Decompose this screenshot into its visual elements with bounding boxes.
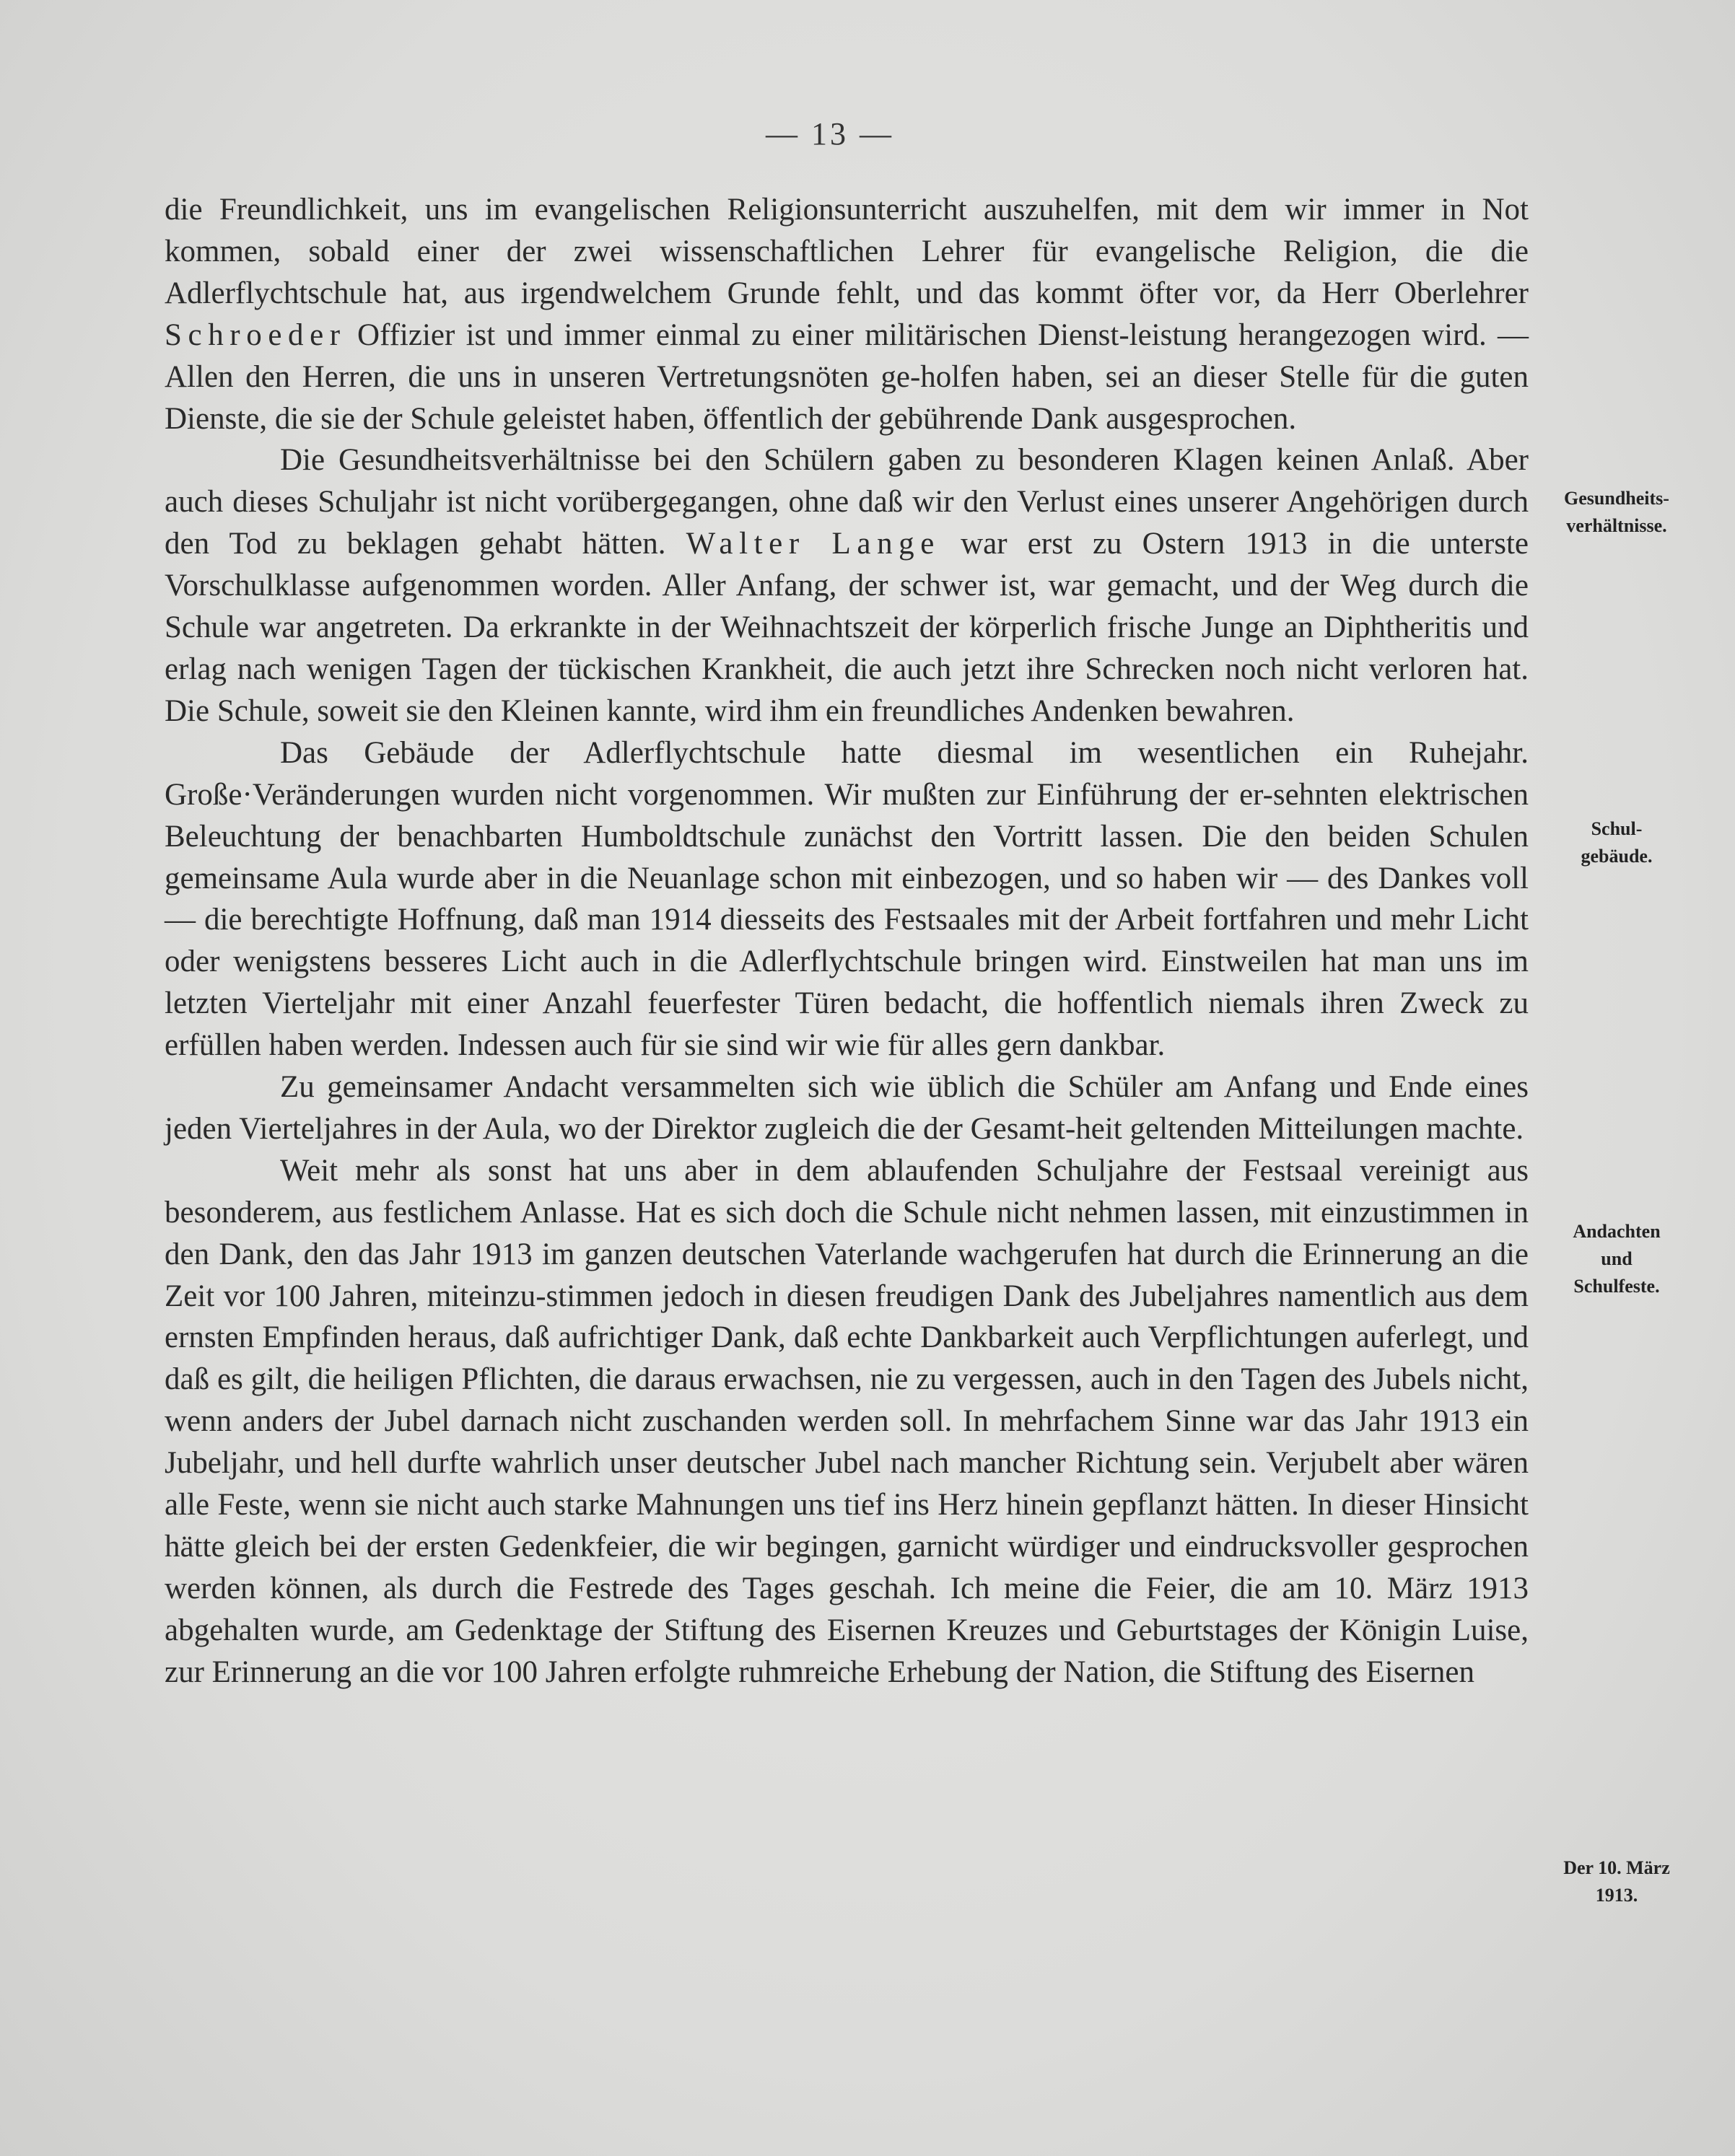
margin-note-schulgebaeude: [1530, 815, 1703, 870]
spaced-name: Schroeder: [165, 317, 346, 352]
body-text: [165, 189, 1529, 1693]
paragraph-text: war erst zu Ostern 1913 in die unterste Vorschulklasse aufgenommen worden. Aller Anfang, der schwer ist, war gemacht, und der Weg durch die Schule war angetreten. Da erkrankte in der Weihnachtszeit der körperlich frische Junge an Diphtheritis und erlag nach wenigen Tagen der tückischen Krankheit, die auch jetzt ihre Schrecken noch nicht verloren hat. Die Schule, soweit sie den Kleinen kannte, wird ihm ein freundliches Andenken bewahren.: [165, 527, 1529, 728]
margin-note-10-maerz: [1530, 1854, 1703, 1909]
paragraph-gesundheit: [165, 439, 1529, 732]
margin-note-gesundheit: [1530, 485, 1703, 540]
paragraph-text: Die Gesundheitsverhältnisse bei den Schülern gaben zu besonderen Klagen keinen Anlaß. Aber auch dieses Schuljahr ist nicht vorübergegangen, ohne daß wir den Verlust eines unserer Angehörigen durch den Tod zu beklagen gehabt hätten.: [165, 443, 1529, 561]
paragraph-festsaal: Weit mehr als sonst hat uns aber in dem ablaufenden Schuljahre der Festsaal vereinigt aus besonderem, aus festlichem Anlasse. Hat es sich doch die Schule nicht nehmen lassen, mit einzustimmen in den Dank, den das Jahr 1913 im ganzen deutschen Vaterlande wachgerufen hat durch die Erinnerung an die Zeit vor 100 Jahren, miteinzu-stimmen jedoch in diesen freudigen Dank des Jubeljahres namentlich aus dem ernsten Empfinden heraus, daß aufrichtiger Dank, daß echte Dankbarkeit auch Verpflichtungen auferlegt, und daß es gilt, die heiligen Pflichten, die daraus erwachsen, nie zu vergessen, auch in den Tagen des Jubels nicht, wenn anders der Jubel darnach nicht zuschanden werden soll. In mehrfachem Sinne war das Jahr 1913 ein Jubeljahr, und hell durfte wahrlich unser deutscher Jubel nach mancher Richtung sein. Verjubelt aber wären alle Feste, wenn sie nicht auch starke Mahnungen uns tief ins Herz hinein gepflanzt hätten. In dieser Hinsicht hätte gleich bei der ersten Gedenkfeier, die wir begingen, garnicht würdiger und eindrucksvoller gesprochen werden können, als durch die Festrede des Tages geschah. Ich meine die Feier, die am 10. März 1913 abgehalten wurde, am Gedenktage der Stiftung des Eisernen Kreuzes und Geburtstages der Königin Luise, zur Erinnerung an die vor 100 Jahren erfolgte ruhmreiche Erhebung der Nation, die Stiftung des Eisernen: [165, 1153, 1529, 1689]
margin-note-line: Gesundheits-: [1564, 488, 1669, 509]
margin-note-line: 1913.: [1595, 1885, 1638, 1906]
spaced-name: Walter Lange: [686, 527, 940, 561]
margin-note-line: Schul-: [1591, 818, 1643, 839]
page-number: — 13 —: [766, 116, 894, 152]
margin-note-line: Der 10. März: [1563, 1857, 1670, 1878]
margin-note-line: Andachten: [1573, 1221, 1661, 1242]
margin-note-line: Schulfeste.: [1573, 1276, 1660, 1297]
paragraph-religionsunterricht: [165, 189, 1529, 439]
paragraph-text: Offizier ist und immer einmal zu einer militärischen Dienst-leistung herangezogen wird. — Allen den Herren, die uns in unseren Vertretungsnöten ge-holfen haben, sei an dieser Stelle für die guten Dienste, die sie der Schule geleistet haben, öffentlich der gebührende Dank ausgesprochen.: [165, 317, 1529, 436]
paragraph-andacht: Zu gemeinsamer Andacht versammelten sich wie üblich die Schüler am Anfang und Ende eines jeden Vierteljahres in der Aula, wo der Direktor zugleich die der Gesamt-heit geltenden Mitteilungen machte.: [165, 1070, 1529, 1146]
paragraph-text: die Freundlichkeit, uns im evangelischen Religionsunterricht auszuhelfen, mit dem wir immer in Not kommen, sobald einer der zwei wissenschaftlichen Lehrer für evangelische Religion, die die Adlerflychtschule hat, aus irgendwelchem Grunde fehlt, und das kommt öfter vor, da Herr Oberlehrer: [165, 193, 1529, 310]
paragraph-schulgebaeude: Das Gebäude der Adlerflychtschule hatte diesmal im wesentlichen ein Ruhejahr. Große·Veränderungen wurden nicht vorgenommen. Wir mußten zur Einführung der er-sehnten elektrischen Beleuchtung der benachbarten Humboldtschule zunächst den Vortritt lassen. Die den beiden Schulen gemeinsame Aula wurde aber in die Neuanlage schon mit einbezogen, und so haben wir — des Dankes voll — die berechtigte Hoffnung, daß man 1914 diesseits des Festsaales mit der Arbeit fortfahren und mehr Licht oder wenigstens besseres Licht auch in die Adlerflychtschule bringen wird. Einstweilen hat man uns im letzten Vierteljahr mit einer Anzahl feuerfester Türen bedacht, die hoffentlich niemals ihren Zweck zu erfüllen haben werden. Indessen auch für sie sind wir wie für alles gern dankbar.: [165, 735, 1529, 1063]
margin-note-line: gebäude.: [1581, 846, 1653, 867]
margin-note-line: und: [1601, 1248, 1633, 1269]
margin-note-line: verhältnisse.: [1566, 515, 1667, 536]
margin-note-andachten: [1530, 1218, 1703, 1300]
